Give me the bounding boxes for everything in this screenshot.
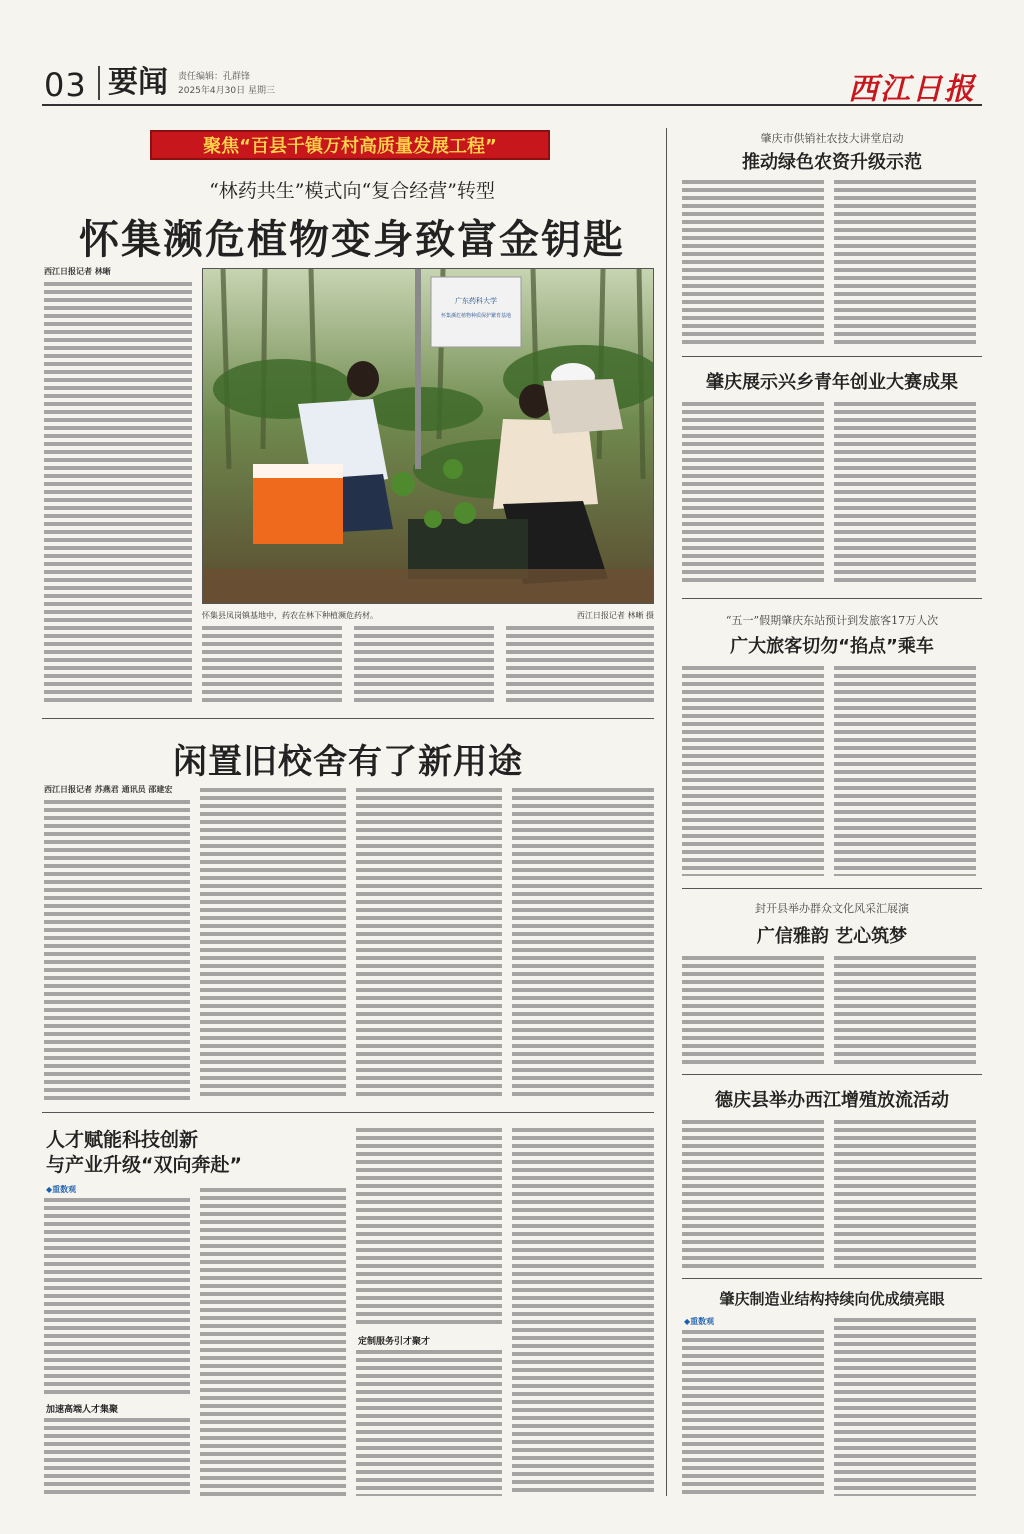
forest-planting-photo xyxy=(203,269,654,604)
right-rule-4 xyxy=(682,1074,982,1075)
lead-body-col4 xyxy=(506,626,654,702)
second-headline: 闲置旧校舍有了新用途 xyxy=(173,742,523,782)
third-body-col2 xyxy=(200,1188,346,1496)
right-c-title: 广大旅客切勿“掐点”乘车 xyxy=(730,636,934,657)
third-headline-line1: 人才赋能科技创新 xyxy=(46,1129,199,1151)
right-a-kicker: 肇庆市供销社农技大讲堂启动 xyxy=(760,132,904,145)
sign-line2: 怀集濒危植物种质保护繁育基地 xyxy=(440,313,512,319)
right-d-body-col1 xyxy=(682,956,824,1066)
third-headline xyxy=(46,1128,266,1178)
right-rule-5 xyxy=(682,1278,982,1279)
right-d-body-col2 xyxy=(834,956,976,1066)
sign-line1: 广东药科大学 xyxy=(455,297,497,305)
third-tag: ◆重数观 xyxy=(46,1185,77,1194)
second-byline: 西江日报记者 苏燕君 通讯员 邵建宏 xyxy=(44,785,173,794)
right-f-body-col2 xyxy=(834,1318,976,1496)
masthead xyxy=(42,58,982,106)
right-b-body-col2 xyxy=(834,402,976,582)
photo-caption-row xyxy=(202,610,654,621)
right-b-body-col1 xyxy=(682,402,824,582)
third-subhead-1: 加速高端人才集聚 xyxy=(46,1405,119,1415)
third-headline-line2: 与产业升级“双向奔赴” xyxy=(46,1154,242,1176)
lead-body-col1 xyxy=(44,282,192,702)
right-c-kicker: “五一”假期肇庆东站预计到发旅客17万人次 xyxy=(725,614,939,627)
right-f-body-col1 xyxy=(682,1330,824,1496)
third-body-col4 xyxy=(512,1128,654,1496)
third-body-col3a xyxy=(356,1128,502,1328)
lead-kicker: “林药共生”模式向“复合经营”转型 xyxy=(209,180,495,202)
second-body-col1 xyxy=(44,800,190,1100)
right-d-kicker: 封开县举办群众文化风采汇展演 xyxy=(755,902,909,915)
lead-headline: 怀集濒危植物变身致富金钥匙 xyxy=(79,217,625,263)
third-subhead-2: 定制服务引才聚才 xyxy=(358,1337,431,1347)
photo-credit: 西江日报记者 林晰 摄 xyxy=(576,611,654,620)
section-name: 要闻 xyxy=(98,66,168,100)
right-rule-2 xyxy=(682,598,982,599)
right-e-body-col1 xyxy=(682,1120,824,1270)
lead-body-col3 xyxy=(354,626,494,702)
second-body-col2 xyxy=(200,788,346,1100)
lead-byline: 西江日报记者 林晰 xyxy=(44,267,111,276)
lead-body-col2 xyxy=(202,626,342,702)
masthead-meta xyxy=(178,70,275,98)
third-body-col1a xyxy=(44,1198,190,1398)
right-rule-3 xyxy=(682,888,982,889)
right-c-body-col2 xyxy=(834,666,976,876)
right-rule-1 xyxy=(682,356,982,357)
third-body-col1b xyxy=(44,1418,190,1496)
right-f-tag: ◆重数观 xyxy=(684,1317,715,1326)
second-body-col4 xyxy=(512,788,654,1100)
date-line: 2025年4月30日 星期三 xyxy=(178,86,275,96)
second-body-col3 xyxy=(356,788,502,1100)
lead-photo xyxy=(202,268,654,604)
paper-logo: 西江日报 xyxy=(848,72,976,107)
right-e-body-col2 xyxy=(834,1120,976,1270)
section-rule-2 xyxy=(42,1112,654,1113)
photo-caption: 怀集县凤岗镇基地中，药农在林下种植濒危药材。 xyxy=(202,611,378,620)
right-b-title: 肇庆展示兴乡青年创业大赛成果 xyxy=(706,372,958,393)
column-divider xyxy=(666,128,667,1496)
newspaper-page xyxy=(42,58,982,1498)
right-f-title: 肇庆制造业结构持续向优成绩亮眼 xyxy=(719,1290,945,1308)
right-c-body-col1 xyxy=(682,666,824,876)
third-body-col3b xyxy=(356,1350,502,1496)
right-a-title: 推动绿色农资升级示范 xyxy=(742,152,922,173)
right-e-title: 德庆县举办西江增殖放流活动 xyxy=(715,1090,949,1111)
editor-line: 责任编辑：孔群锋 xyxy=(178,72,251,82)
right-a-body-col1 xyxy=(682,180,824,348)
section-rule-1 xyxy=(42,718,654,719)
right-d-title: 广信雅韵 艺心筑梦 xyxy=(756,926,908,947)
right-a-body-col2 xyxy=(834,180,976,348)
topic-banner: 聚焦“百县千镇万村高质量发展工程” xyxy=(150,130,550,160)
page-number: 03 xyxy=(44,66,87,104)
